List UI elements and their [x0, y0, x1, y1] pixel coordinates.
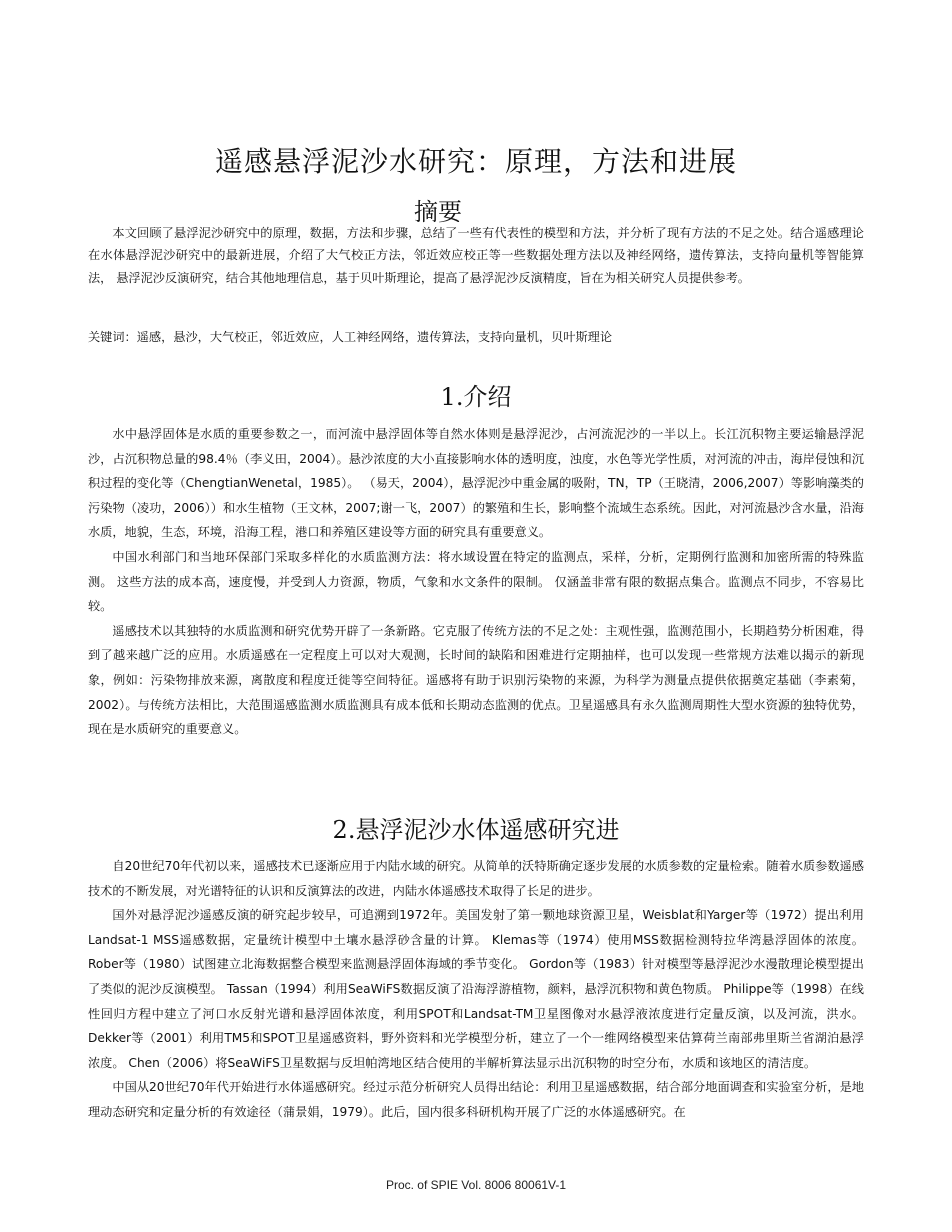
section-body-research-progress [88, 854, 864, 1125]
paragraph: 自20世纪70年代初以来，遥感技术已逐渐应用于内陆水域的研究。从简单的沃特斯确定逐步发展的水质参数的定量检索。随着水质参数遥感技术的不断发展，对光谱特征的认识和反演算法的改进，内陆水体遥感技术取得了长足的进步。 [88, 859, 864, 898]
paragraph: 国外对悬浮泥沙遥感反演的研究起步较早，可追溯到1972年。美国发射了第一颗地球资源卫星，Weisblat和Yarger等（1972）提出利用Landsat-1 MSS遥感数据，定量统计模型中土壤水悬浮砂含量的计算。 Klemas等（1974）使用MSS数据检测特拉华湾悬浮固体的浓度。 Rober等（1980）试图建立北海数据整合模型来监测悬浮固体海域的季节变化。 Gordon等（1983）针对模型等悬浮泥沙水漫散理论模型提出了类似的泥沙反演模型。 Tassan（1994）利用SeaWiFS数据反演了沿海浮游植物，颜料，悬浮沉积物和黄色物质。 Philippe等（1998）在线性回归方程中建立了河口水反射光谱和悬浮固体浓度，利用SPOT和Landsat-TM卫星图像对水悬浮液浓度进行定量反演，以及河流，洪水。 Dekker等（2001）利用TM5和SPOT卫星遥感资料，野外资料和光学模型分析，建立了一个一维网络模型来估算荷兰南部弗里斯兰省湖泊悬浮浓度。 Chen（2006）将SeaWiFS卫星数据与反坦帕湾地区结合使用的半解析算法显示出沉积物的时空分布，水质和该地区的清洁度。 [88, 908, 864, 1070]
section-body-introduction [88, 422, 864, 742]
paragraph: 中国水利部门和当地环保部门采取多样化的水质监测方法：将水域设置在特定的监测点，采样，分析，定期例行监测和加密所需的特殊监测。 这些方法的成本高，速度慢，并受到人力资源，物质，气象和水文条件的限制。 仅涵盖非常有限的数据点集合。监测点不同步，不容易比较。 [88, 549, 864, 614]
section-heading-research-progress: 2.悬浮泥沙水体遥感研究进 [332, 816, 620, 844]
abstract-body [88, 222, 864, 289]
section-heading-introduction: 1.介绍 [440, 383, 512, 411]
page-footer: Proc. of SPIE Vol. 8006 80061V-1 [385, 1178, 567, 1192]
paper-title: 遥感悬浮泥沙水研究：原理，方法和进展 [214, 145, 737, 178]
keywords: 关键词：遥感，悬沙，大气校正，邻近效应，人工神经网络，遗传算法，支持向量机，贝叶斯理论 [88, 330, 613, 344]
paragraph: 中国从20世纪70年代开始进行水体遥感研究。经过示范分析研究人员得出结论：利用卫星遥感数据，结合部分地面调查和实验室分析，是地理动态研究和定量分析的有效途径（蒲景娟，1979）。此后，国内很多科研机构开展了广泛的水体遥感研究。在 [88, 1080, 864, 1119]
paragraph: 遥感技术以其独特的水质监测和研究优势开辟了一条新路。它克服了传统方法的不足之处：主观性强，监测范围小，长期趋势分析困难，得到了越来越广泛的应用。水质遥感在一定程度上可以对大观测，长时间的缺陷和困难进行定期抽样，也可以发现一些常规方法难以揭示的新现象，例如：污染物排放来源，离散度和程度迁徙等空间特征。遥感将有助于识别污染物的来源，为科学为测量点提供依据奠定基础（李素菊，2002）。与传统方法相比，大范围遥感监测水质监测具有成本低和长期动态监测的优点。卫星遥感具有永久监测周期性大型水资源的独特优势，现在是水质研究的重要意义。 [88, 623, 864, 737]
paragraph: 水中悬浮固体是水质的重要参数之一，而河流中悬浮固体等自然水体则是悬浮泥沙，占河流泥沙的一半以上。长江沉积物主要运输悬浮泥沙，占沉积物总量的98.4％（李义田，2004）。悬沙浓度的大小直接影响水体的透明度，浊度，水色等光学性质，对河流的冲击，海岸侵蚀和沉积过程的变化等（ChengtianWenetal，1985）。 （易天，2004），悬浮泥沙中重金属的吸附，TN，TP（王晓清，2006,2007）等影响藻类的污染物（凌功，2006））和水生植物（王文林，2007;谢一飞，2007）的繁殖和生长，影响整个流域生态系统。因此，对河流悬沙含水量，沿海水质，地貌，生态，环境，沿海工程，港口和养殖区建设等方面的研究具有重要意义。 [88, 427, 864, 540]
abstract-heading: 摘要 [414, 198, 462, 226]
abstract-text: 本文回顾了悬浮泥沙研究中的原理，数据，方法和步骤，总结了一些有代表性的模型和方法，并分析了现有方法的不足之处。结合遥感理论在水体悬浮泥沙研究中的最新进展，介绍了大气校正方法，邻近效应校正等一些数据处理方法以及神经网络，遗传算法，支持向量机等智能算法， 悬浮泥沙反演研究，结合其他地理信息，基于贝叶斯理论，提高了悬浮泥沙反演精度，旨在为相关研究人员提供参考。 [88, 226, 864, 285]
